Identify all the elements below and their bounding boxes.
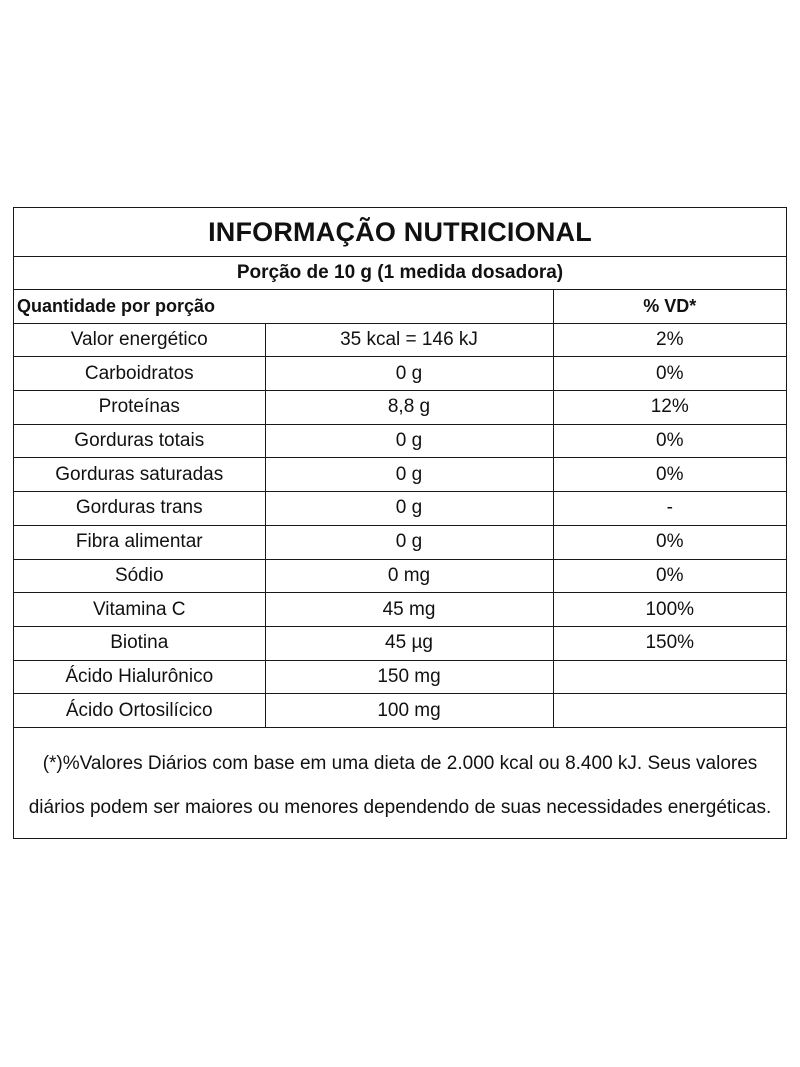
- nutrient-daily-value: [553, 660, 786, 694]
- table-row: [14, 559, 786, 593]
- nutrient-amount: 8,8 g: [265, 391, 553, 425]
- table-row: [14, 593, 786, 627]
- nutrient-name: Ácido Hialurônico: [14, 660, 265, 694]
- nutrient-amount: 0 g: [265, 357, 553, 391]
- nutrient-amount: 150 mg: [265, 660, 553, 694]
- nutrient-daily-value: 2%: [553, 323, 786, 357]
- nutrient-name: Sódio: [14, 559, 265, 593]
- nutrient-name: Valor energético: [14, 323, 265, 357]
- daily-value-header: % VD*: [553, 290, 786, 323]
- nutrient-name: Proteínas: [14, 391, 265, 425]
- table-row: [14, 391, 786, 425]
- nutrient-amount: 0 g: [265, 492, 553, 526]
- table-row: [14, 525, 786, 559]
- nutrient-daily-value: [553, 694, 786, 728]
- nutrient-amount: 0 g: [265, 458, 553, 492]
- table-row: [14, 626, 786, 660]
- nutrient-amount: 0 mg: [265, 559, 553, 593]
- serving-size: Porção de 10 g (1 medida dosadora): [14, 257, 786, 290]
- nutrient-daily-value: 0%: [553, 525, 786, 559]
- nutrient-daily-value: 0%: [553, 559, 786, 593]
- nutrition-facts-label: [13, 207, 787, 839]
- nutrient-name: Ácido Ortosilícico: [14, 694, 265, 728]
- table-row: [14, 694, 786, 728]
- nutrient-daily-value: 0%: [553, 357, 786, 391]
- table-row: [14, 660, 786, 694]
- nutrition-table: [14, 290, 786, 728]
- quantity-per-serving-header: Quantidade por porção: [14, 290, 553, 323]
- daily-value-footnote: (*)%Valores Diários com base em uma dieta de 2.000 kcal ou 8.400 kJ. Seus valores diários podem ser maiores ou menores dependendo de suas necessidades energéticas.: [28, 752, 772, 818]
- nutrient-name: Gorduras trans: [14, 492, 265, 526]
- table-row: [14, 492, 786, 526]
- table-header-row: [14, 290, 786, 323]
- nutrient-name: Vitamina C: [14, 593, 265, 627]
- nutrient-daily-value: 0%: [553, 458, 786, 492]
- nutrient-name: Gorduras totais: [14, 424, 265, 458]
- nutrient-amount: 0 g: [265, 424, 553, 458]
- nutrient-amount: 45 mg: [265, 593, 553, 627]
- table-row: [14, 323, 786, 357]
- table-row: [14, 458, 786, 492]
- nutrient-daily-value: 12%: [553, 391, 786, 425]
- nutrient-name: Gorduras saturadas: [14, 458, 265, 492]
- nutrient-daily-value: -: [553, 492, 786, 526]
- table-row: [14, 424, 786, 458]
- nutrient-name: Biotina: [14, 626, 265, 660]
- nutrient-amount: 45 µg: [265, 626, 553, 660]
- nutrient-amount: 100 mg: [265, 694, 553, 728]
- nutrient-name: Fibra alimentar: [14, 525, 265, 559]
- nutrient-daily-value: 100%: [553, 593, 786, 627]
- nutrient-daily-value: 150%: [553, 626, 786, 660]
- label-title: INFORMAÇÃO NUTRICIONAL: [14, 208, 786, 257]
- nutrient-daily-value: 0%: [553, 424, 786, 458]
- nutrient-amount: 0 g: [265, 525, 553, 559]
- table-row: [14, 357, 786, 391]
- nutrient-name: Carboidratos: [14, 357, 265, 391]
- nutrient-amount: 35 kcal = 146 kJ: [265, 323, 553, 357]
